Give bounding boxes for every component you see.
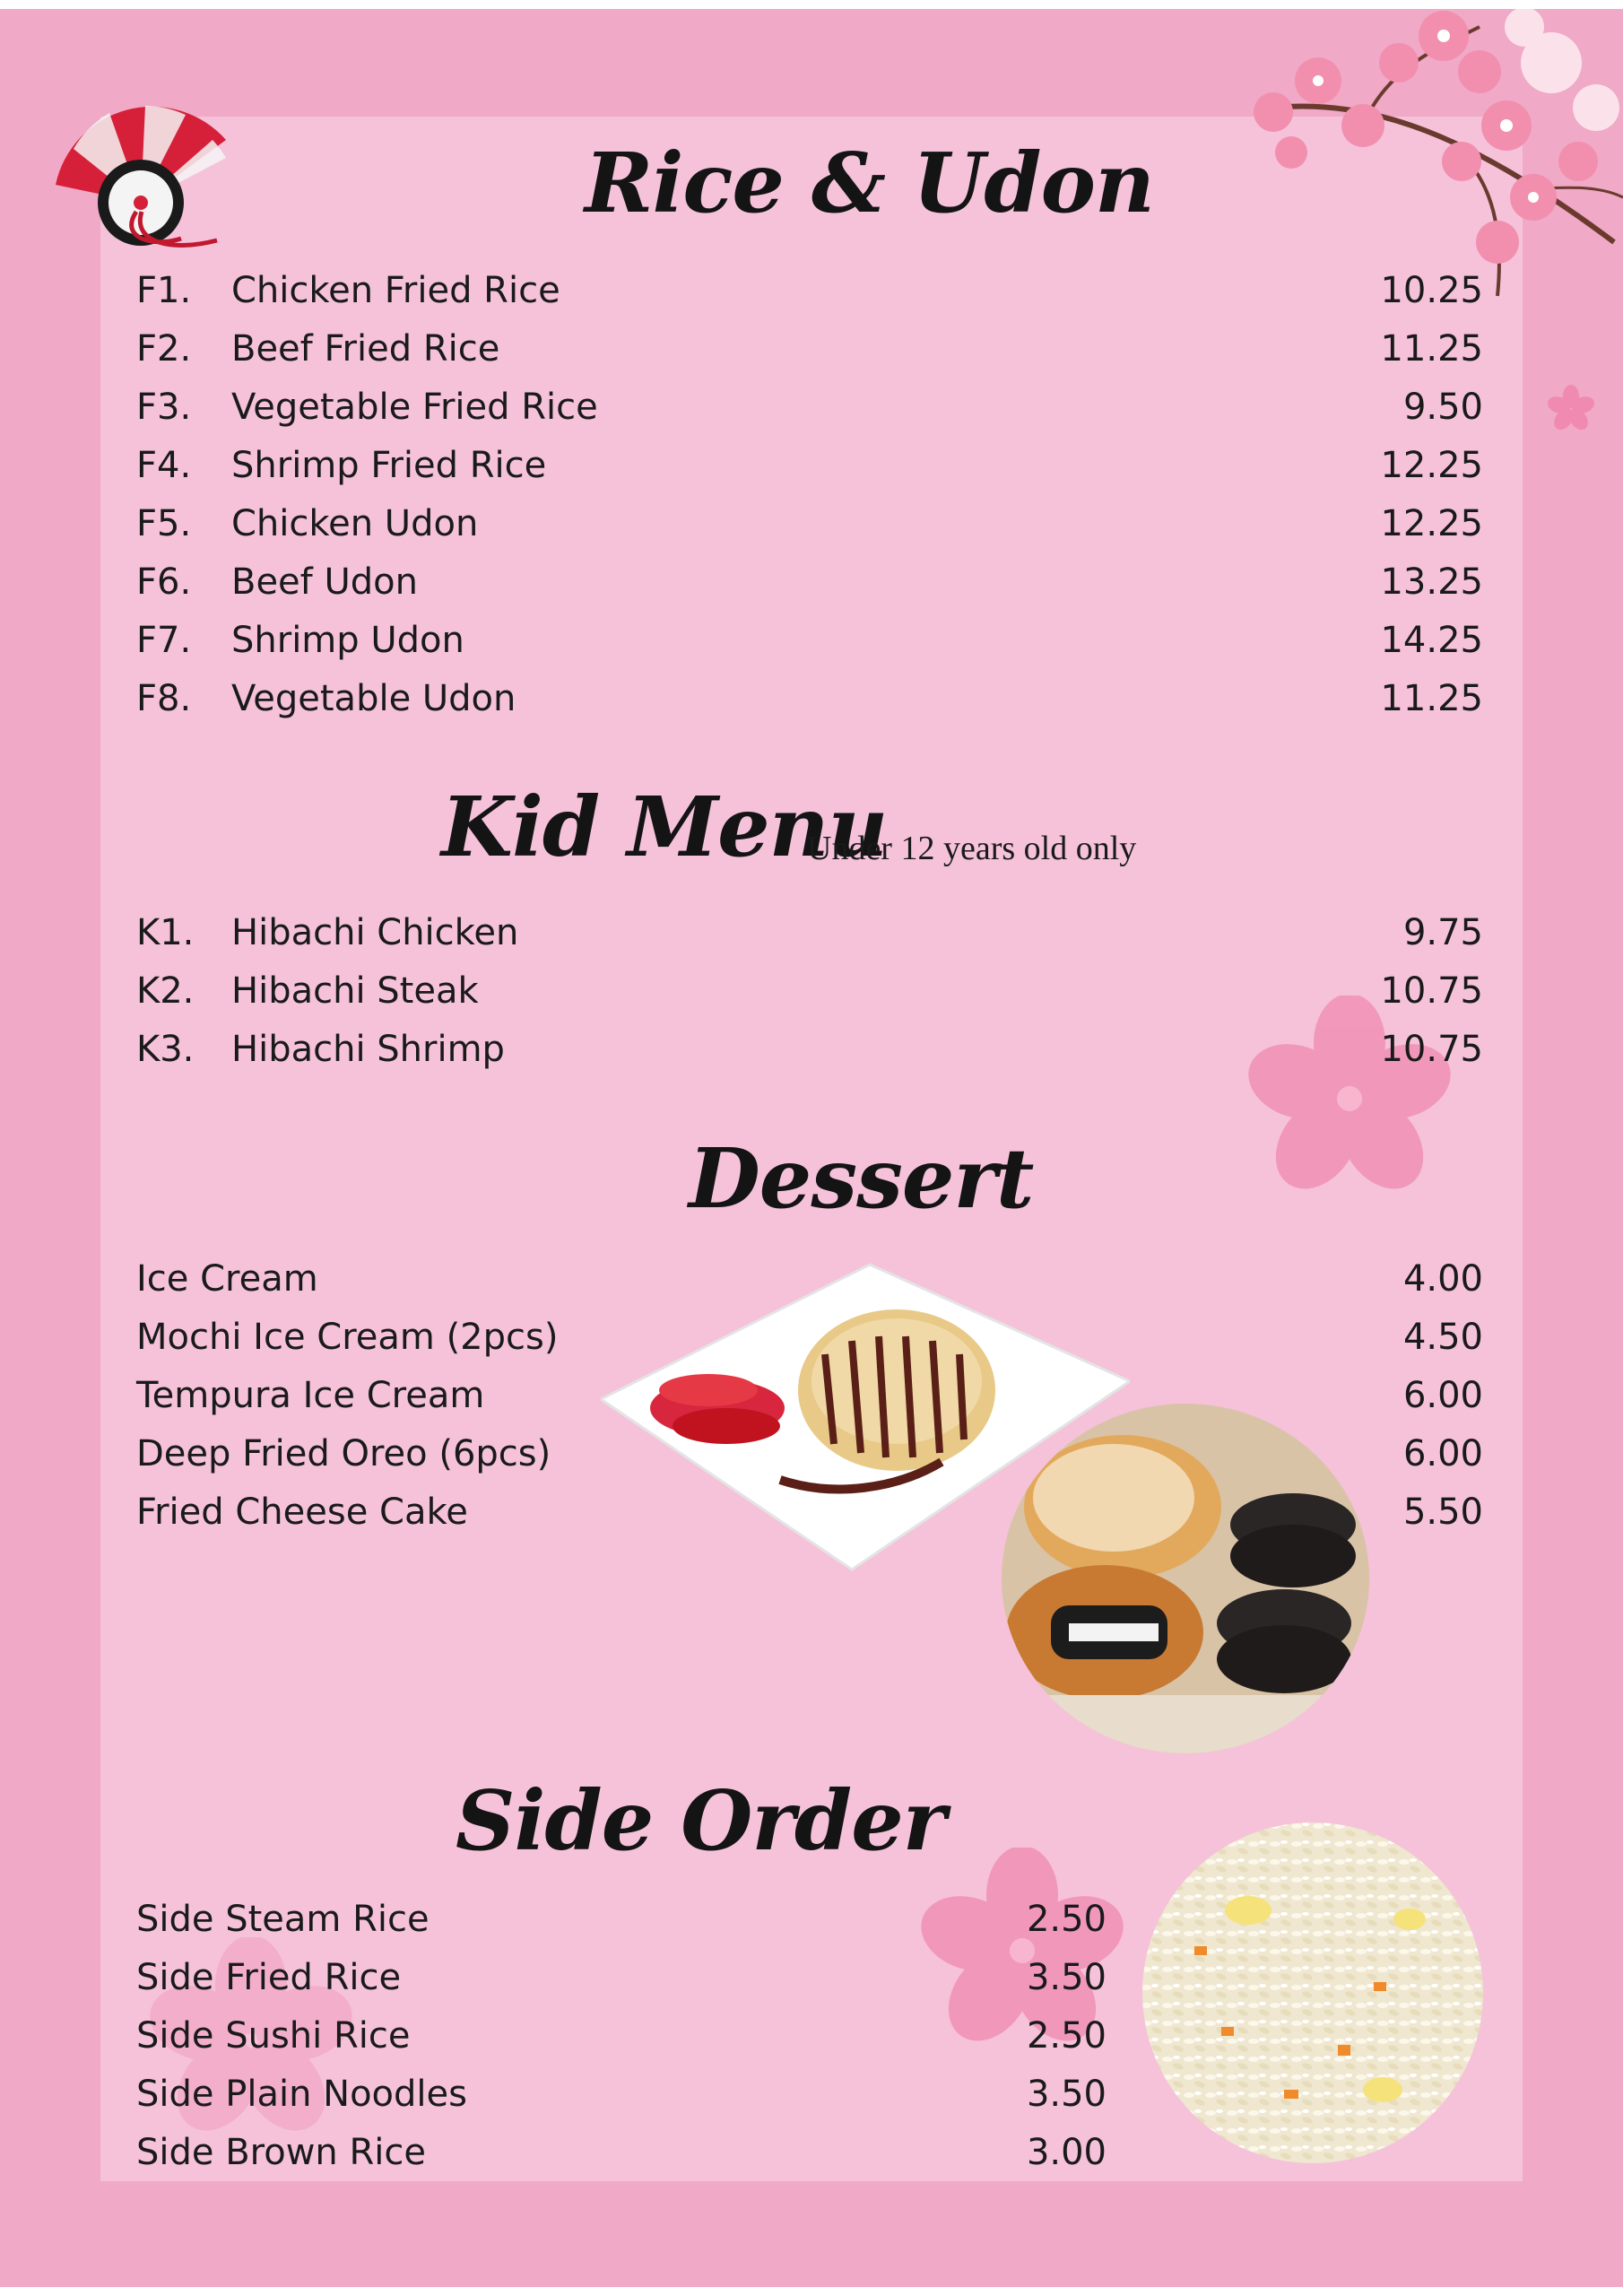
menu-item-name: Hibachi Steak	[231, 970, 479, 1012]
menu-item-row	[136, 1425, 1483, 1483]
menu-item-code: F5.	[136, 503, 192, 544]
menu-item-code: F6.	[136, 561, 192, 603]
menu-item-row	[136, 670, 1483, 727]
menu-item-name: Ice Cream	[136, 1258, 318, 1300]
menu-item-price: 9.50	[1402, 387, 1483, 428]
menu-item-code: F7.	[136, 620, 192, 661]
menu-item-price: 10.25	[1380, 270, 1483, 311]
menu-item-row	[136, 378, 1483, 436]
menu-item-price: 9.75	[1402, 912, 1483, 953]
menu-item-name: Side Fried Rice	[136, 1957, 402, 1998]
menu-item-row	[136, 495, 1483, 552]
kid-menu-age-note: Under 12 years old only	[807, 830, 1137, 867]
menu-item-price: 3.50	[1026, 2074, 1107, 2115]
menu-item-row	[136, 962, 1483, 1020]
menu-item-name: Beef Udon	[231, 561, 418, 603]
menu-item-name: Fried Cheese Cake	[136, 1492, 468, 1533]
menu-item-name: Shrimp Fried Rice	[231, 445, 547, 486]
menu-item-price: 6.00	[1402, 1375, 1483, 1416]
menu-item-price: 2.50	[1026, 1899, 1107, 1940]
menu-item-row	[136, 1891, 1107, 1948]
menu-item-price: 13.25	[1380, 561, 1483, 603]
menu-item-row	[136, 1021, 1483, 1078]
menu-item-price: 3.50	[1026, 1957, 1107, 1998]
menu-item-price: 6.00	[1402, 1433, 1483, 1474]
side-order-title: Side Order	[456, 1772, 946, 1869]
menu-item-name: Mochi Ice Cream (2pcs)	[136, 1317, 559, 1358]
menu-item-name: Side Plain Noodles	[136, 2074, 467, 2115]
menu-item-row	[136, 1483, 1483, 1541]
menu-item-code: K2.	[136, 970, 195, 1012]
menu-item-price: 2.50	[1026, 2015, 1107, 2057]
menu-item-price: 12.25	[1380, 445, 1483, 486]
menu-item-row	[136, 1250, 1483, 1308]
menu-item-row	[136, 2007, 1107, 2065]
kid-menu-title: Kid Menu	[441, 778, 888, 875]
menu-item-code: F2.	[136, 328, 192, 370]
menu-item-code: K1.	[136, 912, 195, 953]
menu-item-price: 4.00	[1402, 1258, 1483, 1300]
menu-item-row	[136, 2066, 1107, 2123]
menu-item-row	[136, 1367, 1483, 1424]
menu-item-price: 10.75	[1380, 1029, 1483, 1070]
menu-item-code: F4.	[136, 445, 192, 486]
menu-item-code: F8.	[136, 678, 192, 719]
menu-item-name: Beef Fried Rice	[231, 328, 500, 370]
fried-rice-picture	[1141, 1821, 1485, 2165]
menu-item-row	[136, 904, 1483, 961]
menu-item-row	[136, 262, 1483, 319]
menu-item-name: Chicken Udon	[231, 503, 479, 544]
menu-item-price: 12.25	[1380, 503, 1483, 544]
dessert-title: Dessert	[689, 1130, 1034, 1227]
menu-item-price: 3.00	[1026, 2132, 1107, 2173]
folding-fan-icon	[47, 86, 235, 257]
menu-item-name: Vegetable Udon	[231, 678, 516, 719]
menu-item-price: 11.25	[1380, 328, 1483, 370]
rice-udon-title: Rice & Udon	[585, 135, 1154, 231]
menu-item-name: Side Sushi Rice	[136, 2015, 411, 2057]
menu-item-code: F1.	[136, 270, 192, 311]
menu-item-name: Vegetable Fried Rice	[231, 387, 598, 428]
menu-item-name: Tempura Ice Cream	[136, 1375, 485, 1416]
menu-item-name: Side Steam Rice	[136, 1899, 430, 1940]
menu-item-name: Shrimp Udon	[231, 620, 464, 661]
menu-item-price: 10.75	[1380, 970, 1483, 1012]
menu-item-name: Hibachi Shrimp	[231, 1029, 505, 1070]
menu-item-price: 5.50	[1402, 1492, 1483, 1533]
menu-item-name: Chicken Fried Rice	[231, 270, 560, 311]
menu-item-price: 4.50	[1402, 1317, 1483, 1358]
menu-item-price: 14.25	[1380, 620, 1483, 661]
menu-item-row	[136, 320, 1483, 378]
menu-item-price: 11.25	[1380, 678, 1483, 719]
menu-item-row	[136, 1949, 1107, 2006]
menu-item-row	[136, 437, 1483, 494]
menu-item-row	[136, 612, 1483, 669]
menu-item-row	[136, 553, 1483, 611]
menu-item-name: Side Brown Rice	[136, 2132, 426, 2173]
menu-item-name: Deep Fried Oreo (6pcs)	[136, 1433, 551, 1474]
menu-item-name: Hibachi Chicken	[231, 912, 519, 953]
menu-item-code: F3.	[136, 387, 192, 428]
sakura-flower-icon	[1544, 382, 1598, 436]
menu-item-row	[136, 2124, 1107, 2181]
menu-item-code: K3.	[136, 1029, 195, 1070]
menu-item-row	[136, 1309, 1483, 1366]
